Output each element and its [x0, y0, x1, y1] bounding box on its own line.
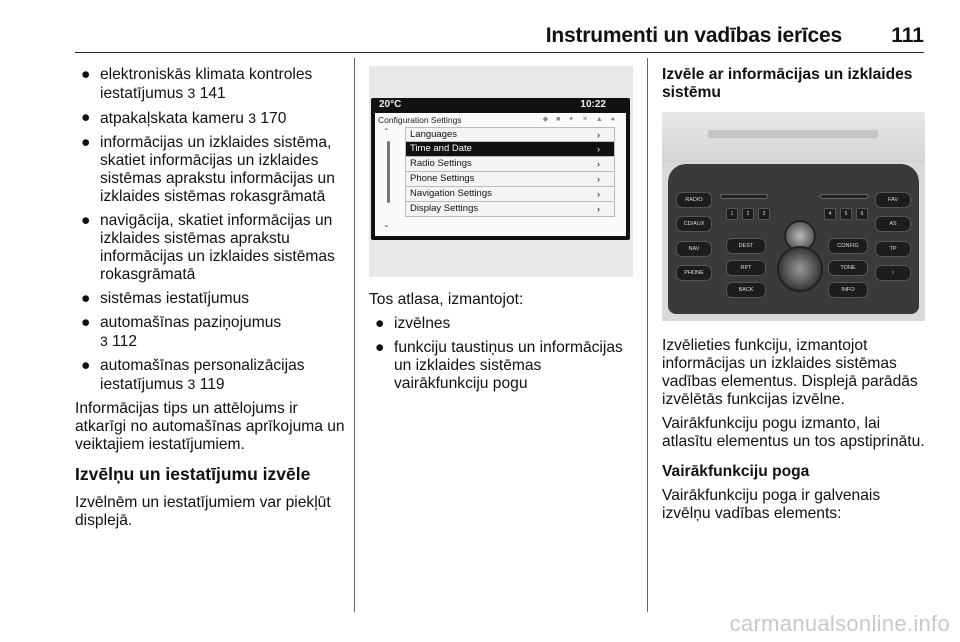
chevron-right-icon: › — [597, 204, 600, 214]
display-frame — [371, 98, 630, 240]
as-button[interactable]: AS — [875, 216, 911, 232]
section-heading: Izvēle ar informācijas un izklaides sistēmu — [662, 66, 913, 101]
config-button[interactable]: CONFIG — [828, 238, 868, 254]
scroll-thumb[interactable] — [387, 141, 390, 203]
menu-item-navigation-settings[interactable]: Navigation Settings › — [405, 187, 615, 202]
right-column-lower — [662, 337, 932, 529]
phone-button[interactable]: PHONE — [676, 265, 712, 281]
preset-6-button[interactable]: 6 — [856, 208, 868, 220]
preset-3-button[interactable]: 3 — [758, 208, 770, 220]
right-column — [662, 66, 926, 108]
scroll-down-icon[interactable]: ⌄ — [383, 220, 390, 229]
chevron-right-icon: › — [597, 189, 600, 199]
left-column — [75, 66, 345, 536]
menu-item-time-and-date[interactable]: Time and Date › — [405, 142, 615, 157]
list-item: ● elektroniskās klimata kontroles iestatījumus 3 141 — [81, 66, 313, 102]
list-item: ● sistēmas iestatījumus — [81, 290, 250, 307]
info-i-button[interactable]: i — [875, 265, 911, 281]
selection-methods-list — [369, 315, 635, 393]
dest-button[interactable]: DEST — [726, 238, 766, 254]
page-number: 111 — [891, 24, 924, 47]
page-ref[interactable]: 170 — [260, 110, 287, 127]
settings-menu — [405, 127, 615, 217]
chevron-right-icon: › — [597, 174, 600, 184]
scroll-up-icon[interactable]: ⌃ — [383, 127, 390, 136]
status-bar — [371, 98, 630, 112]
chevron-right-icon: › — [597, 159, 600, 169]
body-paragraph: Vairākfunkciju pogu izmanto, lai atlasītu elementus un tos apstiprinātu. — [662, 415, 925, 450]
list-item: ● funkciju taustiņus un informācijas un izklaides sistēmas vairākfunkciju pogu — [375, 339, 623, 392]
column-divider-left — [354, 58, 355, 612]
page-ref[interactable]: 112 — [112, 333, 138, 350]
section-heading: Vairākfunkciju poga — [662, 463, 810, 480]
seek-forward-bar[interactable] — [820, 194, 868, 199]
xref-arrow-icon[interactable]: 3 — [100, 333, 108, 349]
menu-item-radio-settings[interactable]: Radio Settings › — [405, 157, 615, 172]
list-item: ● informācijas un izklaides sistēma, skatiet informācijas un izklaides sistēmas aprakstu informācijas un izklaides sistēmas rokasgrāmatā — [81, 134, 335, 205]
body-paragraph: Izvēlieties funkciju, izmantojot informācijas un izklaides sistēmas vadības elementus. Displejā parādās izvēlētās funkcijas izvēlne. — [662, 337, 918, 408]
section-heading: Izvēlņu un iestatījumu izvēle — [75, 464, 311, 484]
menu-item-phone-settings[interactable]: Phone Settings › — [405, 172, 615, 187]
info-paragraph: Informācijas tips un attēlojums ir atkarīgi no automašīnas aprīkojuma un veiktajiem iestatījumiem. — [75, 400, 345, 453]
status-icons: ◆ ■ ✦ ✕ ▲ ● — [542, 116, 618, 123]
body-paragraph: Izvēlnēm un iestatījumiem var piekļūt displejā. — [75, 494, 331, 529]
menu-item-languages[interactable]: Languages › — [405, 127, 615, 142]
list-item: ● automašīnas paziņojumus 3 112 — [81, 314, 282, 350]
preset-5-button[interactable]: 5 — [840, 208, 852, 220]
xref-arrow-icon[interactable]: 3 — [187, 85, 196, 101]
list-item: ● automašīnas personalizācijas iestatījumus 3 119 — [81, 357, 305, 393]
column-divider-right — [647, 58, 648, 612]
cd-slot — [708, 130, 878, 138]
radio-button[interactable]: RADIO — [676, 192, 712, 208]
page-title: Instrumenti un vadības ierīces — [545, 24, 842, 47]
multifunction-knob[interactable] — [777, 246, 823, 292]
body-paragraph: Vairākfunkciju poga ir galvenais izvēlņu vadības elements: — [662, 487, 881, 522]
page-ref[interactable]: 119 — [199, 376, 225, 393]
page-ref[interactable]: 141 — [199, 85, 226, 102]
panel-top — [662, 112, 925, 162]
xref-arrow-icon[interactable]: 3 — [248, 110, 257, 126]
page-header — [0, 0, 960, 56]
scrollbar[interactable] — [383, 127, 391, 229]
nav-button[interactable]: NAV — [676, 241, 712, 257]
control-panel-figure — [662, 112, 925, 321]
fav-button[interactable]: FAV — [875, 192, 911, 208]
preset-1-button[interactable]: 1 — [726, 208, 738, 220]
list-item: ● izvēlnes — [375, 315, 451, 332]
back-button[interactable]: BACK — [726, 282, 766, 298]
info-button[interactable]: INFO — [828, 282, 868, 298]
screen-heading: Configuration Settings — [378, 115, 462, 125]
chevron-right-icon: › — [597, 144, 600, 154]
seek-back-bar[interactable] — [720, 194, 768, 199]
preset-4-button[interactable]: 4 — [824, 208, 836, 220]
temperature-readout: 20°C — [379, 99, 402, 110]
preset-2-button[interactable]: 2 — [742, 208, 754, 220]
tone-button[interactable]: TONE — [828, 260, 868, 276]
header-rule — [75, 52, 924, 53]
watermark: carmanualsonline.info — [729, 611, 950, 636]
xref-arrow-icon[interactable]: 3 — [187, 376, 196, 392]
cd-aux-button[interactable]: CD/AUX — [676, 216, 712, 232]
list-item: ● atpakaļskata kameru 3 170 — [81, 109, 287, 127]
chevron-right-icon: › — [597, 130, 600, 140]
display-screen-figure — [369, 66, 633, 277]
tp-button[interactable]: TP — [875, 241, 911, 257]
settings-list — [75, 66, 345, 394]
panel-face — [668, 164, 919, 314]
settings-screen — [375, 113, 626, 236]
menu-item-display-settings[interactable]: Display Settings › — [405, 202, 615, 217]
middle-column — [369, 291, 635, 399]
intro-paragraph: Tos atlasa, izmantojot: — [369, 291, 524, 308]
list-item: ● navigācija, skatiet informācijas un izklaides sistēmas aprakstu informācijas un izklaides sistēmas rokasgrāmatā — [81, 212, 335, 283]
clock-readout: 10:22 — [580, 99, 606, 110]
rpt-button[interactable]: RPT — [726, 260, 766, 276]
